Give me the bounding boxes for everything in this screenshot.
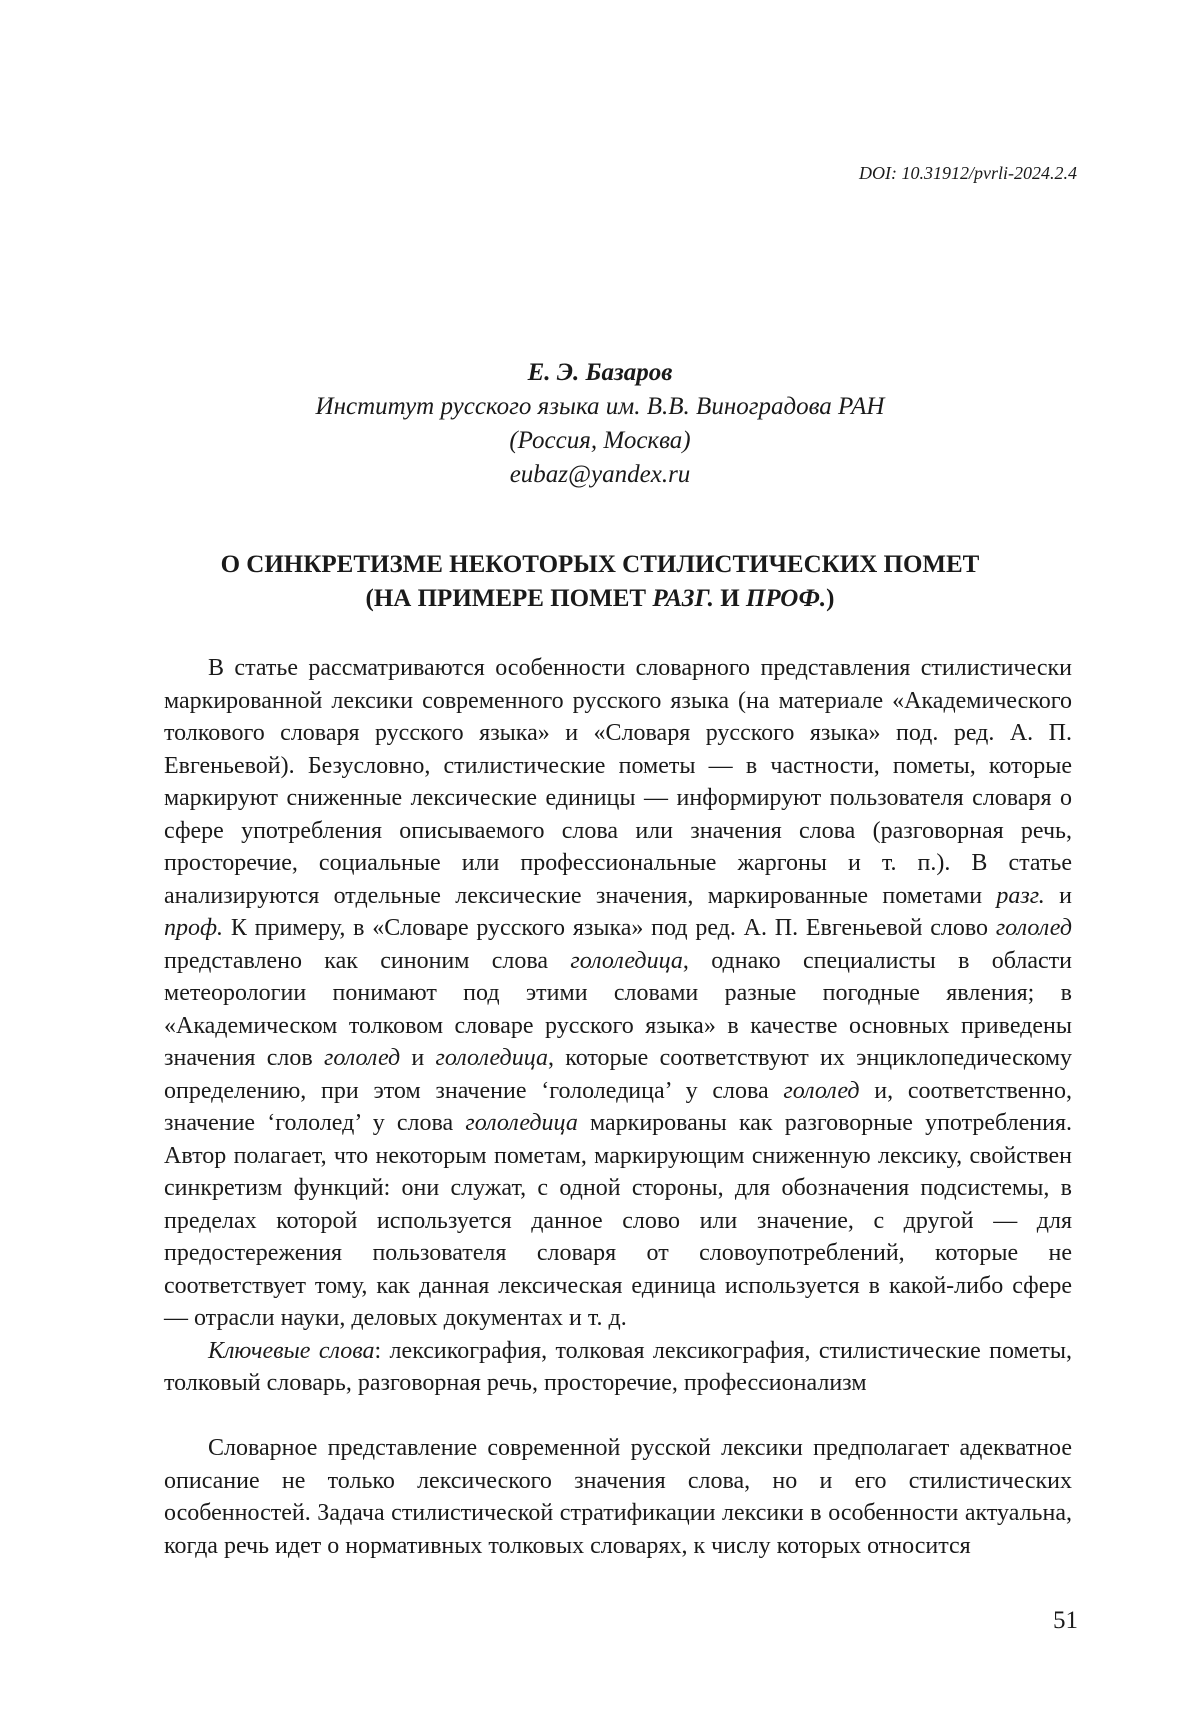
title-line-2: (НА ПРИМЕРЕ ПОМЕТ РАЗГ. И ПРОФ.) [365,585,835,612]
abstract-paragraph: В статье рассматриваются особенности словарного представления стилистически маркированной лексики современного русского языка (на материале «Академического толкового словаря русского языка» и «Словаря русского языка» под. ред. А. П. Евгеньевой). Безусловно, стилистические пометы — в частности, пометы, которые маркируют сниженные лексические единицы — информируют пользователя словаря о сфере употребления описываемого слова или значения слова (разговорная речь, просторечие, социальные или профессиональные жаргоны и т. п.). В статье анализируются отдельные лексические значения, маркированные пометами разг. и проф. К примеру, в «Словаре русского языка» под ред. А. П. Евгеньевой слово гололед представлено как синоним слова гололедица, однако специалисты в области метеорологии понимают под этими словами разные погодные явления; в «Академическом толковом словаре русского языка» в качестве основных приведены значения слов гололед и гололедица, которые соответствуют их энциклопедическому определению, при этом значение ‘гололедица’ у слова гололед и, соответственно, значение ‘гололед’ у слова гололедица маркированы как разговорные употребления. Автор полагает, что некоторым пометам, маркирующим сниженную лексику, свойствен синкретизм функций: они служат, с одной стороны, для обозначения подсистемы, в пределах которой используется данное слово или значение, с другой — для предостережения пользователя словаря от словоупотреблений, которые не соответствует тому, как данная лексическая единица используется в какой-либо сфере — отрасли науки, деловых документах и т. д. [164,655,1073,1331]
title-line-1: О СИНКРЕТИЗМЕ НЕКОТОРЫХ СТИЛИСТИЧЕСКИХ ПОМЕТ [220,551,980,578]
title-mark-prof: ПРОФ. [745,585,827,612]
keywords-text: : лексикография, толковая лексикография, стилистические пометы, толковый словарь, разговорная речь, просторечие, профессионализм [164,1337,1072,1396]
author-location: (Россия, Москва) [509,427,691,454]
page-number: 51 [1053,1607,1078,1634]
intro-paragraph: Словарное представление современной русской лексики предполагает адекватное описание не только лексического значения слова, но и его стилистических особенностей. Задача стилистической стратификации лексики в особенности актуальна, когда речь идет о нормативных толковых словарях, к числу которых относится [164,1435,1072,1559]
author-email: eubaz@yandex.ru [509,461,691,488]
title-mark-razg: РАЗГ. [652,585,714,612]
author-name: Е. Э. Базаров [527,359,673,386]
keywords-label: Ключевые слова [208,1337,375,1364]
abstract [164,652,1072,1400]
author-block [0,356,1200,492]
keywords-paragraph [164,1335,1072,1400]
author-affiliation: Институт русского языка им. В.В. Виноградова РАН [315,393,885,420]
intro-text [164,1432,1072,1562]
doi: DOI: 10.31912/pvrli-2024.2.4 [859,163,1077,183]
article-title [0,548,1200,616]
